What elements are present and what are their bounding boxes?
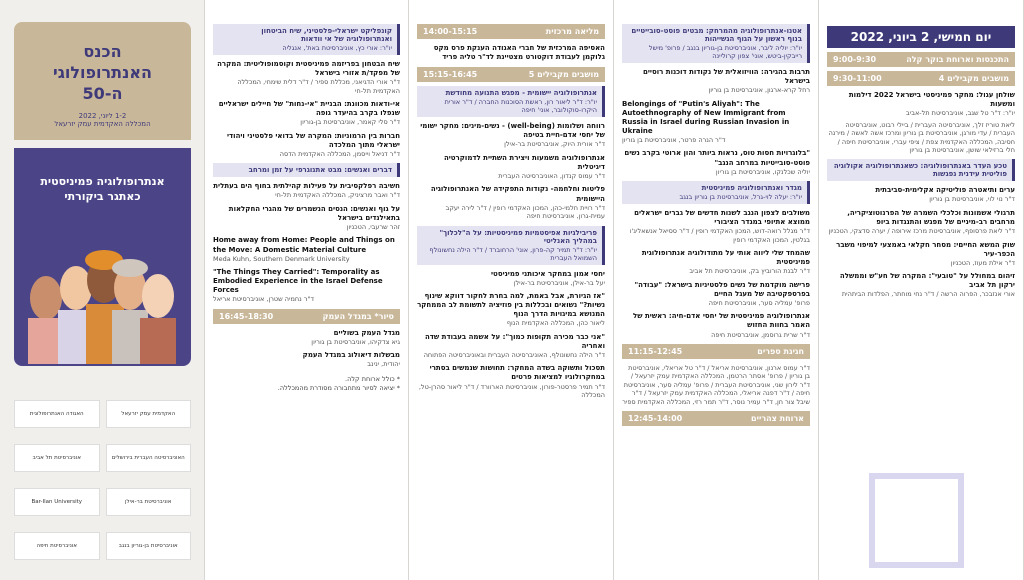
session-title: טכע העדר באנתרופולוגיה: כשאנתרופולוגיה אקולוגיה פוליטית עידנית נפגשות bbox=[827, 159, 1015, 181]
day-title: יום חמישי, 2 ביוני, 2022 bbox=[827, 26, 1015, 48]
session-title: אטנו-אנתרופולוגיה מהמרחק: מבטים פוסט-סובייטיים בנוף ראשון על הגוף הגשייהות יו"ר: יוליה ליבר, אוניברסיטת בן-גוריון בנגב / פרופ' מישל רייבקין-ביטש, אוני' צפון קרוליינה bbox=[622, 24, 810, 63]
conference-venue: המכללה האקדמית עמק יזרעאל bbox=[54, 120, 151, 129]
time-slot-books: חגיגת ספרים 11:15-12:45 bbox=[622, 344, 810, 359]
session-chair: יו"ר: אורי כץ, אוניברסיטת באת', אנגליה bbox=[282, 44, 392, 52]
talk-item: תרבות בהגירה: הוויזואלית של נקודות דוכנות רוסיים בישראל רחל קרא-ארגון, אוניברסיטת בן גוריון bbox=[643, 68, 810, 95]
theme-card bbox=[14, 148, 191, 366]
title-line-2: האנתרופולוגי bbox=[53, 62, 152, 82]
conference-title-card bbox=[14, 22, 191, 140]
program-panel-4 bbox=[614, 0, 819, 580]
logo-7: אוניברסיטת בן-גוריון בנגב bbox=[106, 532, 192, 560]
talk-item: ערים ותיאטרה פוליטיקה אקלימית-סביבתית ד"ר נוי לוי, אוניברסיטת בן גוריון bbox=[875, 186, 1015, 204]
talk-item: פליטות וחלחמה- נקודות התפקידה של האנתרופולוגיה היישומית ד"ר רויית חלמי-כהן, המכון האקדמי רופין / ד"ר לירה יעקב עמית-גרון, אוניברסיטת חיפה bbox=[430, 185, 605, 221]
logo-1: האקדמית עמק יזרעאל bbox=[106, 400, 192, 428]
decorative-square bbox=[869, 473, 964, 568]
session-title: אנתרופולוגיה יישומית - מפגש התנועה מחודשת יו"ר: ד"ר ליאור רון, ראשת הסוכנות החברה / ד"ר אורית היקרו-סוקולובר, אוני' חיפה bbox=[417, 86, 605, 117]
talk-item: "אני כבר מכירה תקופות כמוך": על אשמה בעבודת שדה ואחריה ד"ר הילה נחשונולף, האוניברסיטה העברית ובאוניברסיטה הפתוחה bbox=[423, 332, 605, 359]
talk-item: "בלוגרויות חסות טוס, נראות ביותר והון ארוטי בקרב נשים פוסט-סובייטיות במרחב הנגב" יוליה שכלנקו, אוניברסיטת בן גוריון bbox=[624, 149, 810, 176]
talk-item: "The Things They Carried": Temporality as Embodied Experience in the Israel Defense Forces ד"ר נחמיה שטרן, אוניברסיטת אריאל bbox=[213, 268, 383, 304]
session-title: פריבילגיות אפיסטמיות פמיניסטיות: על ה"לכלוך" במהליך האנליטי יו"ר: ד"ר תמיר קה-פרון, אוני' הרחוברד / ד"ר הילה נחשונולף השמואל העברית bbox=[417, 226, 605, 265]
women-illustration bbox=[26, 218, 180, 364]
sponsor-logos bbox=[14, 400, 191, 570]
talk-item: תרגולי אשמונות וכלכלי השמרה של הפרנוטוציקריה, מרחבים רב-מיניים של מפגש והתנגדות ביופ ד"ר ליאת פרסופף, אוניברסיטת מרכז אירופה / יערה סדצקי, הטכניון bbox=[828, 208, 1015, 236]
session-title: דברים ואנשים: מבט אתנוגרפי על זמן ומרחב bbox=[213, 163, 400, 177]
logo-4: אוניברסיטת תל אביב bbox=[14, 444, 100, 472]
cover-panel bbox=[0, 0, 205, 580]
roundtable: שולחן עגול: מחקר פמיניסטי בישראל 2022 דילמות ומשעות יו"ר: ד"ר טל שגב, אוניברסיטת תל-אביב ליאת טוריז זלך, אוניברסיטה העברית / ביילי רבוט, אוניברסיטה העברית / עדי מורגן, אוניברסיטת בן גוריון ומרכז אשה לאשה / מירנה חסיבה, המכללה האקדמית צפת / ציפי עברי, אוניברסיטת חיפה / חלי ברזילאי שושן, אוניברסיטת בן גוריון bbox=[828, 91, 1015, 154]
time-slot-gathering: התכנסות וארוחת בוקר קלה 9:00-9:30 bbox=[827, 52, 1015, 67]
logo-5: אוניברסיטת בר-אילן bbox=[106, 488, 192, 516]
books-list: ד"ר עמוס ארנון, אוניברסיטת אריאל / ד"ר טל אריאלי, אוניברסיטת בן גוריון / פרופ' אסתר הרטמן, המכללה האקדמית עמק יזרעאל / ד"ר לירון שני, אוניברסיטת העברית / פרופ' עמליה סער, אוניברסיטת חיפה / ד"ר דפנה אריאלי, המכללה האקדמית עמק יזרעאל / ד"ר שיבל צור חן, ד"ר עמיר נוסר, ד"ר תמר רזי, המכללה האקדמית ספיר bbox=[622, 364, 810, 406]
time-slot-parallel-4: מושבים מקבילים 4 9:30-11:00 bbox=[827, 71, 1015, 86]
talk-item: "אז הגיורת, אבל באמת, למה בחרת לחקור דווקא שינוף נשיות?" נשואים ובכללות בין פוזיציה לתשומת לב הממחקר המנושא במיגויות הדרך הנוף ליאור כהן, המכללה האקדמית הנוף bbox=[417, 292, 605, 328]
talk-item: שוק המשא החייםי: מסחר חקלאי באמצעי למיפוי משבר הכפר-עיר ד"ר אילת מעוז, הטכניון bbox=[836, 240, 1015, 267]
talk-item: שיח הבטחון בפריזמה פמיניסטית וקוסמופוליטית: המקרה של מפקד/ת אזורי בישראל ד"ר אורי הדגיאני, מכללת ספיר / ד"ר דלית שימחי, המכללה האקדמית תל-חי bbox=[217, 60, 400, 95]
logo-3: האוניברסיטה העברית בירושלים bbox=[106, 444, 192, 472]
talk-item: אנתרופולוגיה פמיניסטית של יחסי אדם-חיה: ראשית של האמר בחוות החזוש ד"ר שרית גרוסמן, אוניברסיטת חיפה bbox=[633, 312, 810, 339]
footnotes: * כולל ארוחת קלה. * יציאה לסיור מתחבורה מסודרת מהמכללה. bbox=[277, 374, 400, 392]
session-title: מגדר ואנתרופולוגיה פמיניסטית יו"ר: יעלה לוי-גרל, אוניברסיטת בן גוריון בנגב bbox=[622, 181, 810, 204]
program-panel-2 bbox=[205, 0, 409, 580]
program-panel-3 bbox=[409, 0, 614, 580]
logo-8: אוניברסיטת חיפה bbox=[14, 532, 100, 560]
program-panel-5 bbox=[819, 0, 1024, 580]
logo-2: האגודה האנתרופולוגית bbox=[14, 400, 100, 428]
tour-item: מגדל העמק בשוליים גיא צדקיהו, אוניברסיטת בן גוריון bbox=[311, 328, 400, 346]
time-slot-plenary: מליאה מרכזית 14:00-15:15 bbox=[417, 24, 605, 39]
title-line-3: ה-50 bbox=[82, 83, 123, 103]
talk-item: פרישה מוקדמת של נשים פלסטיניות בישראל: "עבודה" בפרספקטיבה של מעגל החיים פרופ' עמליה סער, אוניברסיטת חיפה bbox=[634, 280, 810, 307]
time-slot-lunch: ארוחת צהריים 12:45-14:00 bbox=[622, 411, 810, 426]
plenary-text: האסיפה המרכזית של חברי האגודה הענקת פרס מקס גלוקמן לעבודת דוקטורט מצטיינת לד"ר טליה פריד bbox=[433, 44, 605, 62]
talk-item: אנתרופולוגיה משמעות ויצירת השתיית לדמוקרטיה דיגיטלית ד"ר עמוס קנדון, האוניברסיטה העברית bbox=[443, 153, 605, 180]
talk-item: Belongings of "Putin's Aliyah": The Autoethnography of New Immigrant from Russia in Israel during Russian Invasion in Ukraine ד"ר הנרה פרטר, אוניברסיטת בן גוריון bbox=[622, 99, 790, 144]
talk-item: אי-ודאות מכוונת: הבניית "אי-נחות" של חיילים ישראליים שנפלו בקרב בהיעדר גופה ד"ר סלי קאמר, אוניברסיטת בן-גוריון bbox=[218, 100, 400, 127]
logo-6: Bar-Ilan University bbox=[14, 488, 100, 516]
conference-title bbox=[14, 42, 191, 104]
conference-dates: 1-2 ליוני, 2022 המכללה האקדמית עמק יזרעאל bbox=[14, 112, 191, 128]
talk-item: שהמחד שלי ליווה אותי על מתודולוגיה אנתרופולוגית פמיניסטית ד"ר לבנת הורוביץ בק, אוניברסיטת תל אביב bbox=[641, 249, 810, 276]
talk-item: חשיבה רפלקסיבית על פעילות קהילתית בחוף הים בעתלית ד"ר ואבר מרציניק, המכללה האקדמית תל-חי bbox=[213, 182, 400, 200]
talk-item: תסכול ותשוקה בשדה המחקר: תחושות שנמשים בסתרי במחקרולוגיו למציאות פרטים ד"ר תמיר פרסטר-פורון, אוניברסיטת הארוורד / ד"ר ליאור סהרן-טל, המכללה bbox=[418, 364, 605, 399]
time-slot-parallel-5: מושבים מקבילים 5 15:15-16:45 bbox=[417, 67, 605, 82]
talk-item: חברות בין הרמוניות: המקרה של בדואי פלסטיני ויהודי ישראלי מתוך המלכדה ד"ר דניאל וייסמן, המכללה האקדמית הדסה bbox=[226, 131, 400, 158]
talk-item: על גוף ואנשים: הנסים הנשמרים של מהגרי החקלאות בתאילנדים בישראל זהר שרעבי, הטכניון bbox=[228, 204, 400, 232]
tour-item: מבשלות דיאולוג במגדל העמק יהודית, ינינב bbox=[302, 351, 400, 369]
time-slot-tour: סיור* במגדל העמק 16:45-18:30 bbox=[213, 309, 400, 324]
talk-item: רווחה ושלומות (well-being) - נשים-מינים: מחקר ישומי של יחסי אדם-חיית בטיפה ד"ר אורית היוק, אוניברסיטת בר-אילן bbox=[420, 122, 605, 149]
title-line-1: הכנס bbox=[83, 42, 122, 61]
session-title: קונפליקט ישראלי-פלסטיני, שיח הביטחון ואנתרופולוגיה של אי וודאות יו"ר: אורי כץ, אוניברסיטת באת', אנגליה bbox=[213, 24, 400, 55]
talk-item: משולבים לצפון הנגב לשנות חדשים של גברים ישראלים ממוצא אתיופי במגדר הציבורי ד"ר מגלל רואה-דוש, המכון האקדמי רופין / ד"ר ססיאל אנשאליג'ו בגלטין, המכון האקדמי רופין bbox=[629, 209, 810, 244]
talk-item: יחסי אמון במחקר איכותני פמיניסטי יעל בר-אילן, אוניברסיטת בר-אילן bbox=[491, 269, 605, 287]
talk-item: Home away from Home: People and Things on the Move: A Domestic Material Culture Meda Kuhn, Southern Denmark University bbox=[213, 236, 395, 263]
theme-title: אנתרופולוגיה פמיניסטית כאתגר ביקורתי bbox=[40, 175, 165, 204]
talk-item: זיהום במחולל על "טובעי": המקרה של חע"ש וממשלה ירקון תל אביב אורי אנזבכר, הפרוה הרשה / ד"ר נחי מוחתר, הפלדות הביתהית bbox=[839, 272, 1015, 299]
